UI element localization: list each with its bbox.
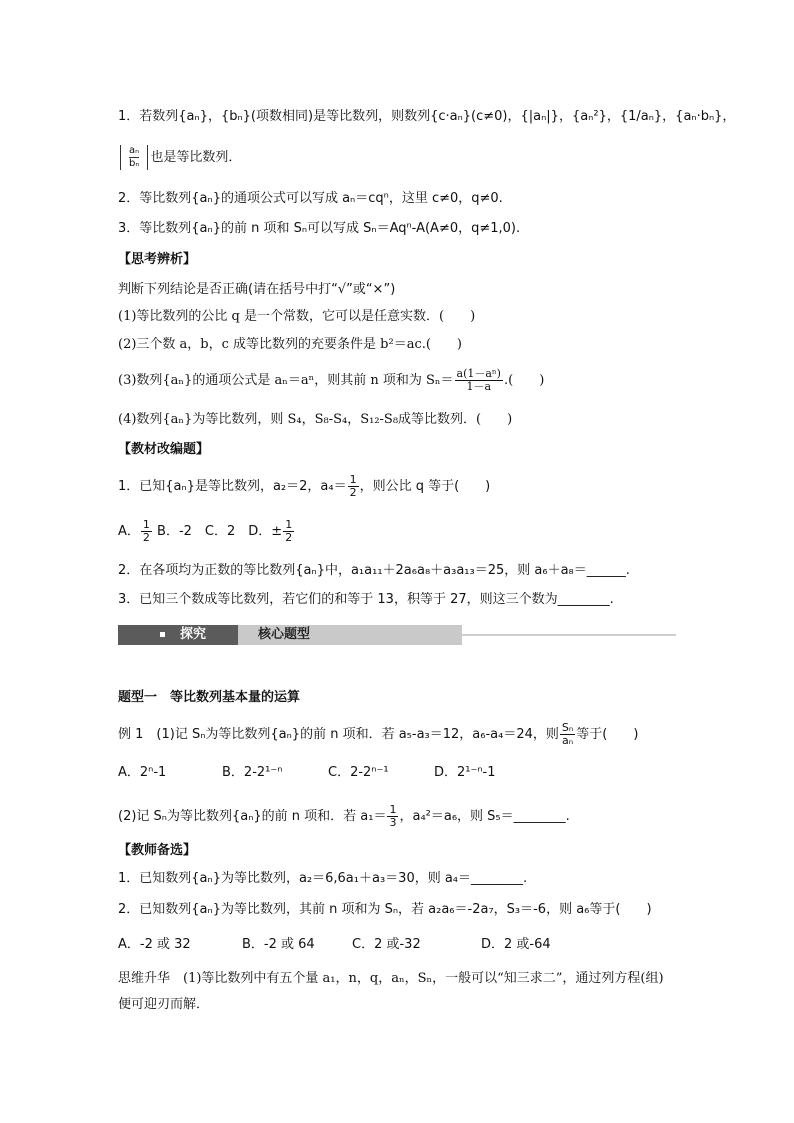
banner-right-label: 核心题型 [258,627,311,642]
textbook-q1-post: ，则公比 q 等于( ) [359,479,491,494]
example-1-part-1 [118,722,638,747]
fraction-an-over-bn [120,145,148,170]
fraction-numerator: 1 [389,803,397,816]
fraction-numerator: aₙ [129,145,140,156]
option-a-label: A． [118,524,140,539]
type1-title: 题型一 等比数列基本量的运算 [118,690,301,705]
fraction-numerator: a(1－aⁿ) [456,367,501,380]
property-2: 2．等比数列{aₙ}的通项公式可以写成 aₙ＝cqⁿ，这里 c≠0，q≠0. [118,191,503,206]
teacher-q1: 1．已知数列{aₙ}为等比数列，a₂＝6,6a₁＋a₃＝30，则 a₄＝________. [118,871,528,886]
example-1-post: 等于( ) [576,727,639,742]
example-1-part-2-pre: (2)记 Sₙ为等比数列{aₙ}的前 n 项和．若 a₁＝ [118,809,387,824]
option-b: B．-2 或 64 [242,937,315,952]
option-d: D．2¹⁻ⁿ-1 [434,765,496,780]
example-1-part-2-post: ，a₄²＝a₆，则 S₅＝________. [399,809,570,824]
thinking-q2: (2)三个数 a，b，c 成等比数列的充要条件是 b²＝ac.( ) [118,337,463,352]
thinking-q1: (1)等比数列的公比 q 是一个常数，它可以是任意实数．( ) [118,309,476,324]
textbook-q3: 3．已知三个数成等比数列，若它们的和等于 13，积等于 27，则这三个数为________. [118,592,614,607]
property-3: 3．等比数列{aₙ}的前 n 项和 Sₙ可以写成 Sₙ＝Aqⁿ-A(A≠0，q≠1,0). [118,221,521,236]
fraction-one-third [387,804,398,829]
fraction-sn-over-an [560,722,575,747]
fraction-denominator: bₙ [129,158,140,169]
property-1-tail: 也是等比数列． [150,150,242,165]
fraction-numerator: 1 [349,473,357,486]
thinking-q3 [118,368,544,393]
option-d: D．2 或-64 [481,937,551,952]
property-1 [118,108,735,126]
fraction-denominator: 1－a [466,380,492,393]
teacher-header: 【教师备选】 [118,843,197,858]
thinking-header: 【思考辨析】 [118,252,197,267]
thinking-intro: 判断下列结论是否正确(请在括号中打“√”或“×”) [118,282,396,297]
fraction-denominator: 2 [349,486,357,499]
property-1-text: 1．若数列{aₙ}，{bₙ}(项数相同)是等比数列，则数列{c·aₙ}(c≠0)，{|aₙ|}，{aₙ²}，{1/aₙ}，{aₙ·bₙ}， [118,109,736,124]
thinking-q3-post: .( ) [503,373,545,388]
textbook-q2: 2．在各项均为正数的等比数列{aₙ}中，a₁a₁₁＋2a₆a₈＋a₃a₁₃＝25，则 a₆＋a₈＝______. [118,563,630,578]
option-c: C．2 或-32 [352,937,421,952]
fraction-one-half [283,519,294,544]
textbook-q1 [118,474,490,499]
banner-dark-block [118,625,238,645]
fraction-numerator: 1 [142,518,150,531]
thinking-q3-pre: (3)数列{aₙ}的通项公式是 aₙ＝aⁿ，则其前 n 项和为 Sₙ＝ [118,373,454,388]
banner-rule [462,634,676,636]
fraction-numerator: Sₙ [561,721,574,734]
fraction-denominator: aₙ [562,734,574,747]
teacher-q2: 2．已知数列{aₙ}为等比数列，其前 n 项和为 Sₙ，若 a₂a₆＝-2a₇，S₃＝-6，则 a₆等于( ) [118,902,652,917]
example-1-pre: 例 1 (1)记 Sₙ为等比数列{aₙ}的前 n 项和．若 a₅-a₃＝12，a₆-a₄＝24，则 [118,727,559,742]
fraction-denominator: 2 [285,531,293,544]
fraction-denominator: 2 [142,531,150,544]
banner-left-label: 探究 [180,627,207,642]
summary-line-2: 便可迎刃而解． [118,997,210,1012]
option-a: A．2ⁿ-1 [118,765,167,780]
textbook-header: 【教材改编题】 [118,442,210,457]
fraction-denominator: 3 [389,816,397,829]
fraction-numerator: 1 [285,518,293,531]
property-1-continued [118,145,241,170]
options-b-c-d: B．-2 C．2 D．± [157,524,283,539]
section-banner [118,625,676,645]
option-c: C．2-2ⁿ⁻¹ [328,765,389,780]
summary-line-1: 思维升华 (1)等比数列中有五个量 a₁，n，q，aₙ，Sₙ，一般可以“知三求二”，通过列方程(组) [118,971,664,986]
textbook-q1-pre: 1．已知{aₙ}是等比数列，a₂＝2，a₄＝ [118,479,347,494]
square-bullet-icon [160,632,165,637]
thinking-q4: (4)数列{aₙ}为等比数列，则 S₄，S₈-S₄，S₁₂-S₈成等比数列．( ) [118,412,513,427]
example-1-part-2 [118,804,570,829]
option-a: A．-2 或 32 [118,937,191,952]
option-b: B．2-2¹⁻ⁿ [222,765,283,780]
fraction-one-half [141,519,152,544]
textbook-q1-options [118,519,295,544]
fraction-sum-formula [455,368,503,393]
fraction-one-half [348,474,359,499]
